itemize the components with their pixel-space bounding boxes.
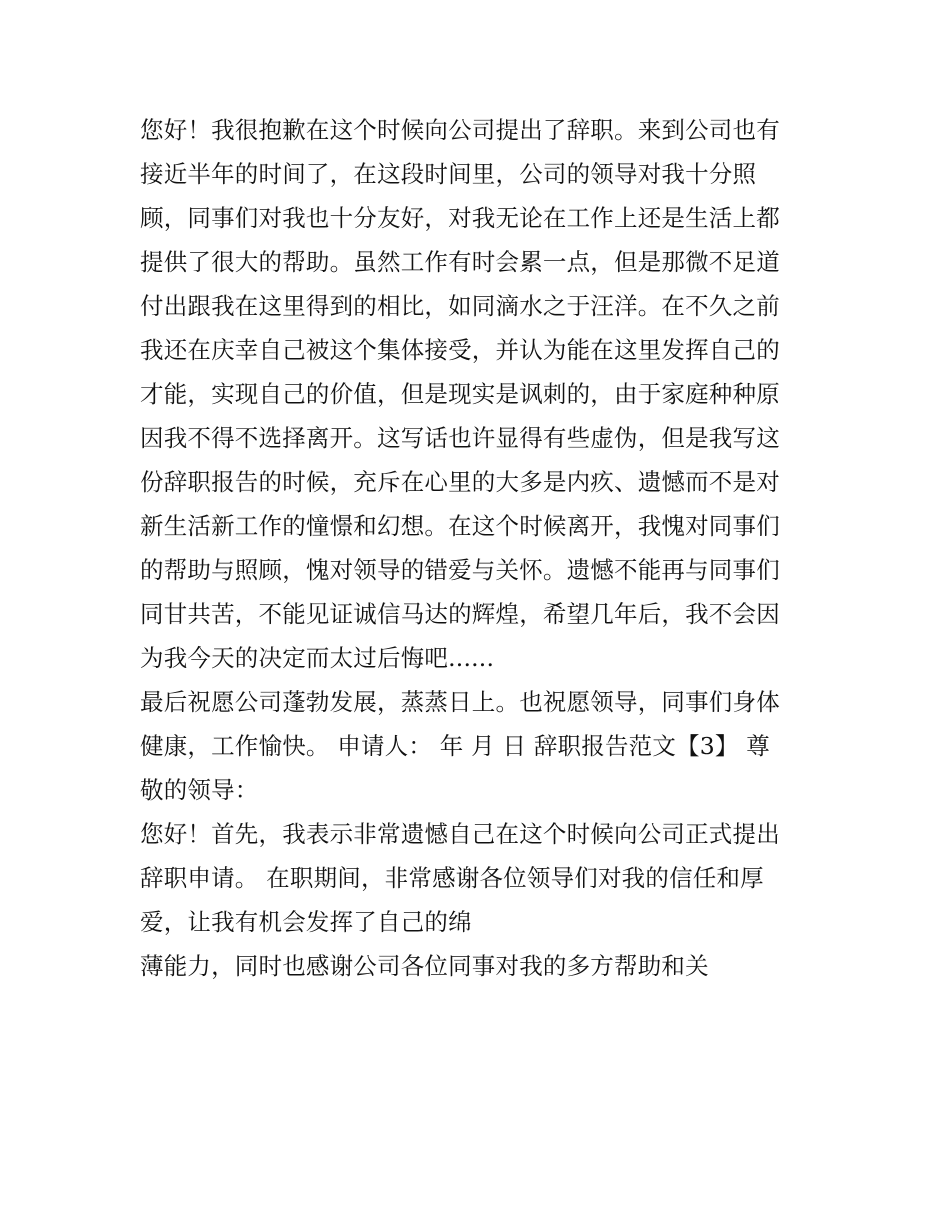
text-line: 同甘共苦，不能见证诚信马达的辉煌，希望几年后，我不会因 <box>140 600 780 628</box>
text-line: 才能，实现自己的价值，但是现实是讽刺的，由于家庭种种原 <box>140 380 780 408</box>
text-line: 我还在庆幸自己被这个集体接受，并认为能在这里发挥自己的 <box>140 336 780 364</box>
letter-body <box>140 108 820 988</box>
text-line: 提供了很大的帮助。虽然工作有时会累一点，但是那微不足道 <box>140 248 780 276</box>
text-line: 付出跟我在这里得到的相比，如同滴水之于汪洋。在不久之前 <box>140 292 780 320</box>
text-line: 薄能力，同时也感谢公司各位同事对我的多方帮助和关 <box>140 952 709 980</box>
text-line: 敬的领导： <box>140 776 259 804</box>
text-line: 新生活新工作的憧憬和幻想。在这个时候离开，我愧对同事们 <box>140 512 780 540</box>
text-line: 爱，让我有机会发挥了自己的绵 <box>140 908 472 936</box>
text-line: 您好！我很抱歉在这个时候向公司提出了辞职。来到公司也有 <box>140 116 780 144</box>
text-line: 您好！首先，我表示非常遗憾自己在这个时候向公司正式提出 <box>140 820 780 848</box>
text-line: 健康，工作愉快。 申请人： 年 月 日 辞职报告范文【3】 尊 <box>140 732 770 760</box>
text-line: 最后祝愿公司蓬勃发展，蒸蒸日上。也祝愿领导，同事们身体 <box>140 688 780 716</box>
text-line: 接近半年的时间了，在这段时间里，公司的领导对我十分照 <box>140 160 757 188</box>
text-line: 份辞职报告的时候，充斥在心里的大多是内疚、遗憾而不是对 <box>140 468 780 496</box>
text-line: 因我不得不选择离开。这写话也许显得有些虚伪，但是我写这 <box>140 424 780 452</box>
text-line: 辞职申请。 在职期间，非常感谢各位领导们对我的信任和厚 <box>140 864 764 892</box>
text-line: 的帮助与照顾，愧对领导的错爱与关怀。遗憾不能再与同事们 <box>140 556 780 584</box>
text-line: 顾，同事们对我也十分友好，对我无论在工作上还是生活上都 <box>140 204 780 232</box>
text-line: 为我今天的决定而太过后悔吧...... <box>140 644 495 672</box>
